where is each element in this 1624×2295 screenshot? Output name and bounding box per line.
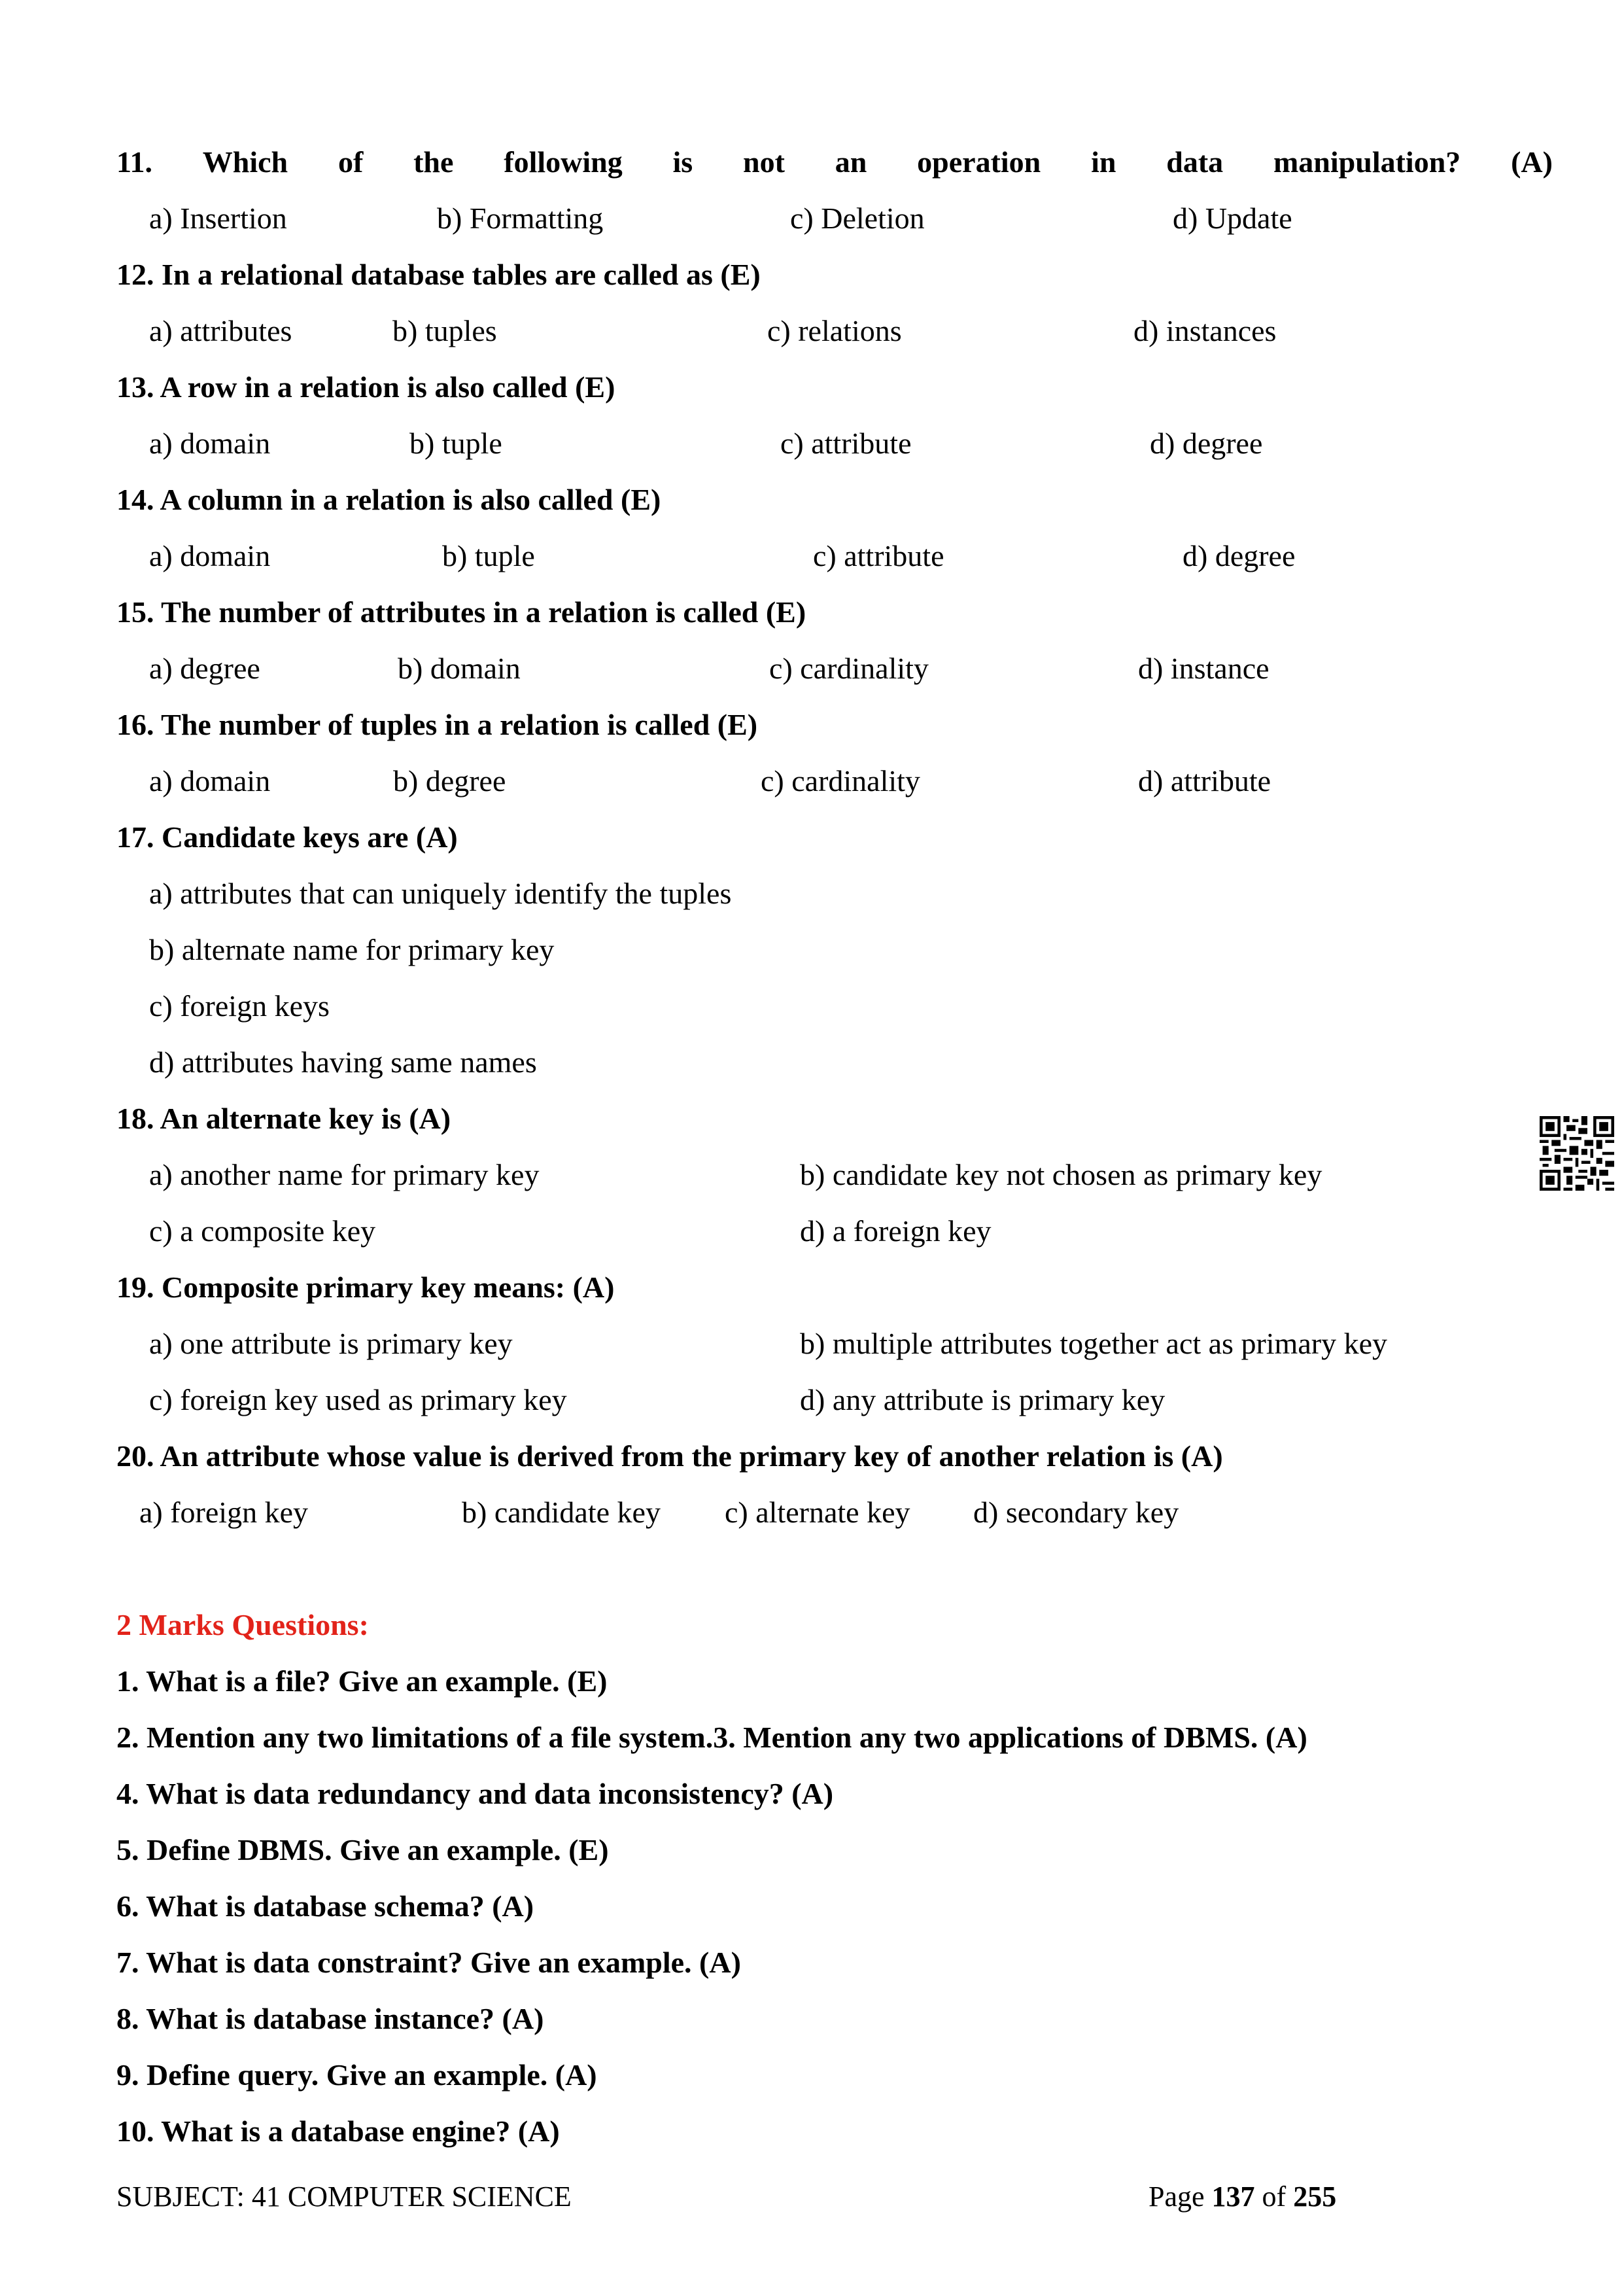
- q11-word: is: [672, 145, 693, 179]
- q12-option-b: b) tuples: [392, 314, 497, 347]
- footer-page-number: [1149, 2177, 1336, 2216]
- q13-option-b: b) tuple: [409, 427, 502, 460]
- q18-option-a: a) another name for primary key: [149, 1158, 540, 1191]
- q11-word: not: [743, 145, 785, 179]
- page-total: 255: [1293, 2181, 1337, 2213]
- page-prefix: Page: [1149, 2181, 1212, 2213]
- q11-word: data: [1166, 145, 1224, 179]
- question-16: 16. The number of tuples in a relation is called (E): [116, 708, 758, 741]
- two-marks-question: 8. What is database instance? (A): [116, 2002, 544, 2035]
- q14-option-c: c) attribute: [813, 539, 944, 572]
- q12-option-d: d) instances: [1133, 314, 1277, 347]
- q11-word: 11.: [116, 145, 152, 179]
- question-20: 20. An attribute whose value is derived from the primary key of another relation is (A): [116, 1439, 1223, 1473]
- q15-option-b: b) domain: [398, 652, 521, 685]
- q13-option-c: c) attribute: [780, 427, 912, 460]
- q14-option-a: a) domain: [149, 539, 271, 572]
- q11-word: operation: [917, 145, 1041, 179]
- q11-word: of: [337, 145, 364, 179]
- q11-word: following: [504, 145, 623, 179]
- q19-option-a: a) one attribute is primary key: [149, 1327, 513, 1360]
- q11-word: Which: [202, 145, 288, 179]
- q17-option-c: c) foreign keys: [149, 989, 330, 1023]
- qr-code-icon: [1540, 1116, 1614, 1191]
- q11-word: in: [1091, 145, 1116, 179]
- two-marks-question: 7. What is data constraint? Give an example. (A): [116, 1946, 741, 1979]
- q14-option-b: b) tuple: [442, 539, 535, 572]
- q11-option-b: b) Formatting: [437, 201, 604, 235]
- page-middle: of: [1254, 2181, 1294, 2213]
- q20-option-b: b) candidate key: [462, 1496, 661, 1529]
- question-12: 12. In a relational database tables are called as (E): [116, 258, 761, 291]
- q11-option-d: d) Update: [1173, 201, 1292, 235]
- q11-word: (A): [1511, 145, 1553, 179]
- q12-option-a: a) attributes: [149, 314, 292, 347]
- two-marks-question: 9. Define query. Give an example. (A): [116, 2058, 597, 2092]
- two-marks-question: 10. What is a database engine? (A): [116, 2114, 560, 2148]
- section-heading-2-marks: 2 Marks Questions:: [116, 1608, 369, 1641]
- q17-option-b: b) alternate name for primary key: [149, 933, 555, 966]
- q20-option-a: a) foreign key: [139, 1496, 308, 1529]
- q16-option-b: b) degree: [393, 764, 506, 797]
- question-19: 19. Composite primary key means: (A): [116, 1270, 615, 1304]
- question-14: 14. A column in a relation is also called (E): [116, 483, 661, 516]
- question-15: 15. The number of attributes in a relation is called (E): [116, 595, 806, 629]
- q18-option-d: d) a foreign key: [800, 1214, 992, 1248]
- question-13: 13. A row in a relation is also called (E): [116, 370, 615, 404]
- q16-option-a: a) domain: [149, 764, 271, 797]
- q16-option-d: d) attribute: [1138, 764, 1271, 797]
- q17-option-a: a) attributes that can uniquely identify the tuples: [149, 877, 732, 910]
- q16-option-c: c) cardinality: [761, 764, 920, 797]
- q15-option-d: d) instance: [1138, 652, 1270, 685]
- q11-word: manipulation?: [1273, 145, 1461, 179]
- q18-option-b: b) candidate key not chosen as primary key: [800, 1158, 1322, 1191]
- q19-option-b: b) multiple attributes together act as primary key: [800, 1327, 1387, 1360]
- question-17: 17. Candidate keys are (A): [116, 820, 458, 854]
- q11-option-a: a) Insertion: [149, 201, 287, 235]
- q20-option-d: d) secondary key: [973, 1496, 1179, 1529]
- q11-word: the: [413, 145, 454, 179]
- two-marks-question: 2. Mention any two limitations of a file system.3. Mention any two applications of DBMS. (A): [116, 1721, 1307, 1754]
- footer-subject: SUBJECT: 41 COMPUTER SCIENCE: [116, 2181, 572, 2213]
- q14-option-d: d) degree: [1183, 539, 1296, 572]
- two-marks-question: 1. What is a file? Give an example. (E): [116, 1664, 608, 1698]
- q15-option-c: c) cardinality: [769, 652, 929, 685]
- q18-option-c: c) a composite key: [149, 1214, 376, 1248]
- q19-option-c: c) foreign key used as primary key: [149, 1383, 567, 1416]
- q15-option-a: a) degree: [149, 652, 260, 685]
- q17-option-d: d) attributes having same names: [149, 1045, 537, 1079]
- q11-option-c: c) Deletion: [790, 201, 925, 235]
- two-marks-question: 5. Define DBMS. Give an example. (E): [116, 1833, 609, 1866]
- q12-option-c: c) relations: [767, 314, 902, 347]
- question-11: [116, 143, 1553, 182]
- page-current: 137: [1211, 2181, 1255, 2213]
- q13-option-d: d) degree: [1150, 427, 1263, 460]
- q20-option-c: c) alternate key: [725, 1496, 910, 1529]
- q11-word: an: [835, 145, 867, 179]
- q13-option-a: a) domain: [149, 427, 271, 460]
- two-marks-question: 6. What is database schema? (A): [116, 1889, 534, 1923]
- q19-option-d: d) any attribute is primary key: [800, 1383, 1166, 1416]
- two-marks-question: 4. What is data redundancy and data inconsistency? (A): [116, 1777, 834, 1810]
- question-18: 18. An alternate key is (A): [116, 1102, 451, 1135]
